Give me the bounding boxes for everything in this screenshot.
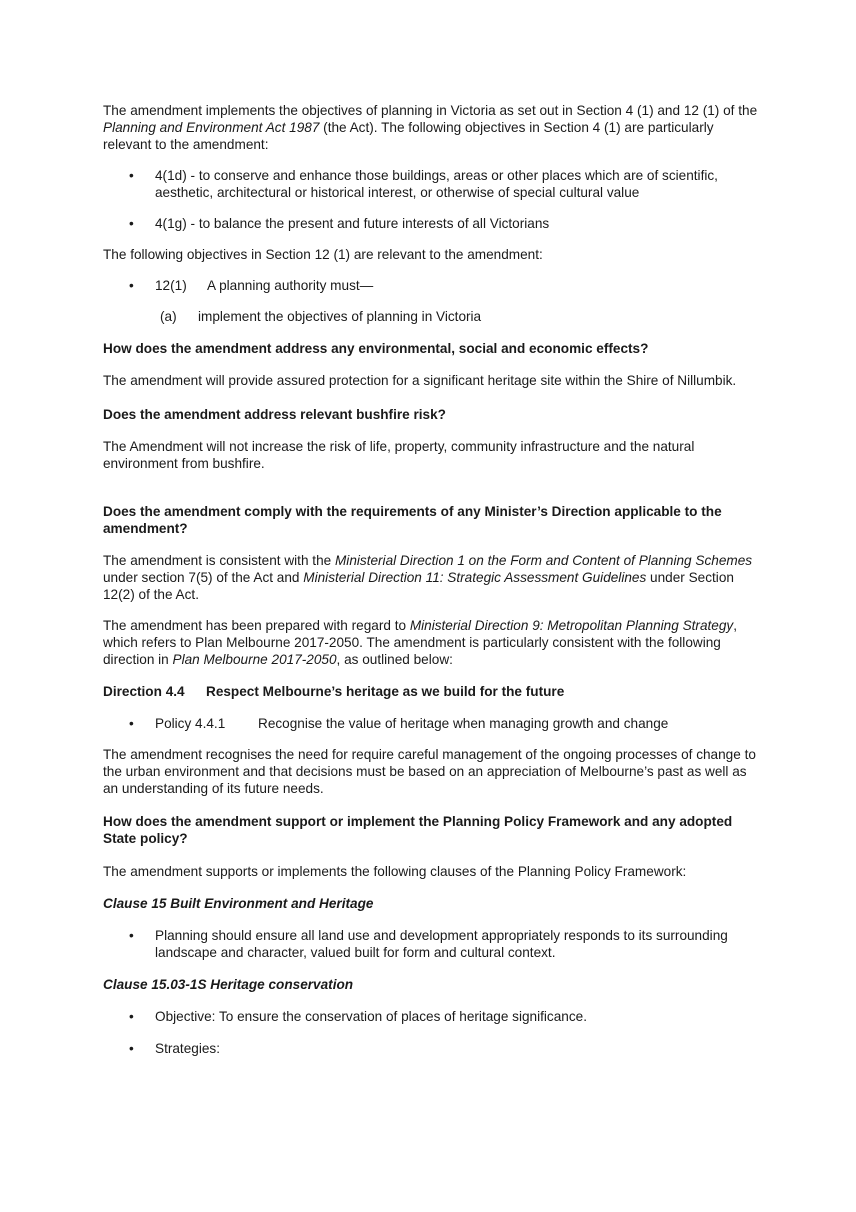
sub-item-text: implement the objectives of planning in Victoria [198, 309, 482, 324]
bullet-icon: • [129, 278, 134, 293]
document-page [103, 102, 763, 1071]
direction-title: Ministerial Direction 11: Strategic Assessment Guidelines [303, 570, 647, 585]
section12-intro: The following objectives in Section 12 (1) are relevant to the amendment: [103, 247, 543, 262]
list-item-text: 4(1g) - to balance the present and future interests of all Victorians [155, 216, 550, 231]
list-item [103, 715, 763, 732]
text-run: The amendment is consistent with the [103, 553, 335, 568]
list-item [103, 1008, 763, 1025]
direction-text: Respect Melbourne’s heritage as we build for the future [206, 684, 565, 699]
ministerial-paragraph [103, 552, 763, 603]
bullet-icon: • [129, 1041, 134, 1056]
list-item [103, 215, 763, 232]
section-number: 12(1) [155, 278, 187, 293]
list-item-text: Recognise the value of heritage when managing growth and change [258, 716, 669, 731]
plan-title: Plan Melbourne 2017-2050 [172, 652, 337, 667]
sub-item-label: (a) [160, 309, 177, 324]
clause-heading: Clause 15 Built Environment and Heritage [103, 896, 374, 911]
list-item-text: Strategies: [155, 1041, 220, 1056]
bullet-icon: • [129, 216, 134, 231]
heading-ministers-direction: Does the amendment comply with the requirements of any Minister’s Direction applicable to the amendment? [103, 504, 722, 536]
heritage-paragraph: The amendment recognises the need for require careful management of the ongoing processes of change to the urban environment and that decisions must be based on an appreciation of Melbourne’s past as well as an understanding of its future needs. [103, 747, 756, 796]
plan-melbourne-paragraph [103, 617, 763, 668]
list-item [103, 1040, 763, 1057]
act-title: Planning and Environment Act 1987 [103, 120, 320, 135]
bullet-icon: • [129, 168, 134, 183]
bullet-icon: • [129, 928, 134, 943]
sub-list-item [103, 308, 763, 325]
list-item [103, 927, 763, 961]
text-run: , as outlined below: [336, 652, 453, 667]
text-run: , which refers to Plan Melbourne 2017-2050. The amendment is particularly consistent with the following direction in [103, 618, 737, 667]
bullet-icon: • [129, 1009, 134, 1024]
text-run: under Section 12(2) of the Act. [103, 570, 734, 602]
bushfire-paragraph: The Amendment will not increase the risk of life, property, community infrastructure and the natural environment from bushfire. [103, 439, 695, 471]
text-run: The amendment has been prepared with regard to [103, 618, 410, 633]
policy-number: Policy 4.4.1 [155, 716, 226, 731]
text-run: The amendment implements the objectives of planning in Victoria as set out in Section 4 (1) and 12 (1) of the [103, 103, 758, 118]
direction-number: Direction 4.4 [103, 684, 185, 699]
clause-heading: Clause 15.03-1S Heritage conservation [103, 977, 354, 992]
text-run: under section 7(5) of the Act and [103, 570, 304, 585]
heading-effects: How does the amendment address any environmental, social and economic effects? [103, 341, 649, 356]
list-item-text: Objective: To ensure the conservation of places of heritage significance. [155, 1009, 587, 1024]
list-item-text: 4(1d) - to conserve and enhance those buildings, areas or other places which are of scientific, aesthetic, architectural or historical interest, or otherwise of special cultural value [155, 168, 718, 200]
ppf-paragraph: The amendment supports or implements the following clauses of the Planning Policy Framework: [103, 864, 687, 879]
heading-ppf: How does the amendment support or implement the Planning Policy Framework and any adopted State policy? [103, 814, 733, 846]
direction-heading [103, 683, 763, 700]
heading-bushfire: Does the amendment address relevant bushfire risk? [103, 407, 446, 422]
list-item-text: A planning authority must— [207, 278, 374, 293]
text-run: (the Act). The following objectives in Section 4 (1) are particularly relevant to the amendment: [103, 120, 714, 152]
list-item [103, 277, 763, 294]
list-item-text: Planning should ensure all land use and development appropriately responds to its surrounding landscape and character, valued built for form and cultural context. [155, 928, 728, 960]
bullet-icon: • [129, 716, 134, 731]
effects-paragraph: The amendment will provide assured protection for a significant heritage site within the Shire of Nillumbik. [103, 373, 737, 388]
direction-title: Ministerial Direction 1 on the Form and Content of Planning Schemes [334, 553, 753, 568]
list-item [103, 167, 763, 201]
direction-title: Ministerial Direction 9: Metropolitan Planning Strategy [409, 618, 734, 633]
intro-paragraph [103, 102, 763, 153]
